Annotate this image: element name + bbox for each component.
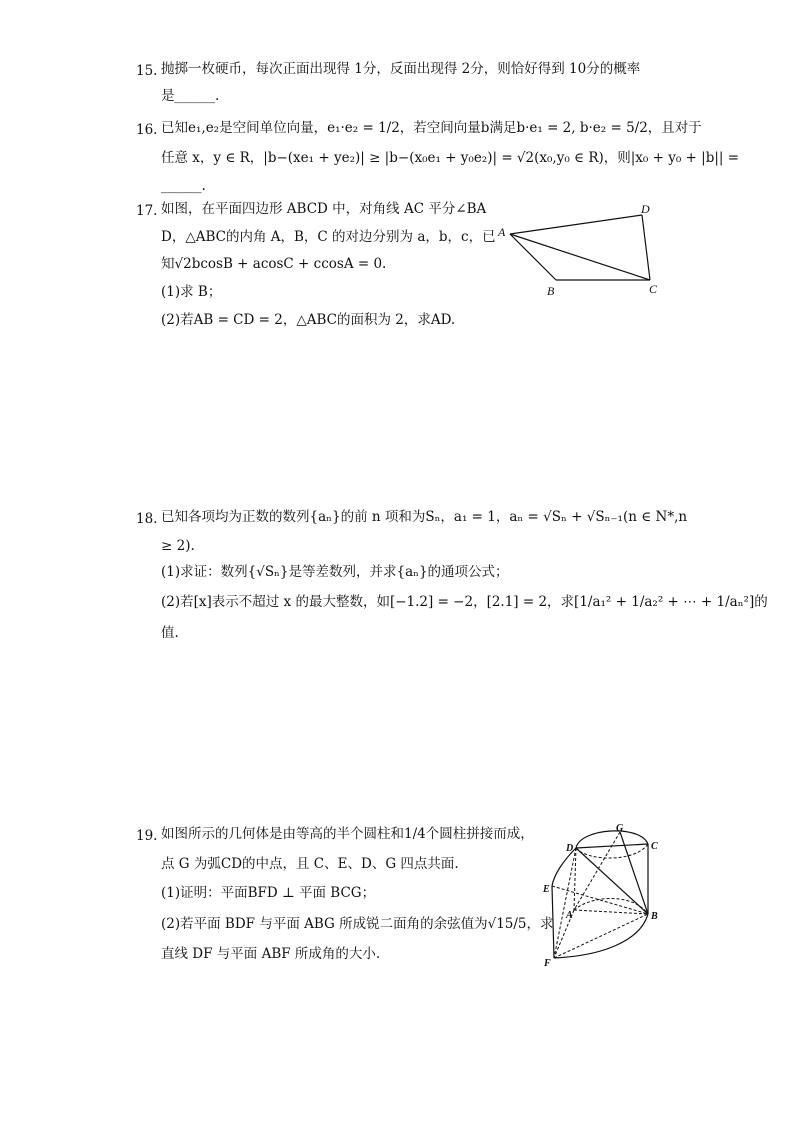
- q18-line-1: 已知各项均为正数的数列{aₙ}的前 n 项和为Sₙ，a₁ = 1，aₙ = √Sₙ + √Sₙ₋₁(n ∈ N*,n: [161, 509, 688, 525]
- label-D: D: [566, 843, 574, 854]
- dashed-DA: [574, 848, 576, 910]
- label-E: E: [543, 884, 550, 895]
- q15-line-2: 是______.: [161, 88, 220, 104]
- q16-line-3: ______.: [161, 178, 206, 194]
- q19-line-2: 点 G 为弧CD的中点，且 C、E、D、G 四点共面.: [161, 856, 459, 872]
- label-B: B: [547, 284, 555, 298]
- segment-AD: [510, 215, 642, 234]
- q15-line-1: 抛掷一枚硬币，每次正面出现得 1分，反面出现得 2分，则恰好得到 10分的概率: [161, 61, 641, 77]
- q19-line-1: 如图所示的几何体是由等高的半个圆柱和1/4个圆柱拼接而成，: [161, 826, 534, 842]
- q19-number: 19.: [136, 828, 158, 844]
- q18-line-3: (1)求证：数列{√Sₙ}是等差数列，并求{aₙ}的通项公式；: [161, 564, 509, 580]
- label-D: D: [641, 202, 650, 216]
- edge-EF: [552, 886, 554, 958]
- segment-AC: [510, 234, 650, 280]
- q19-line-5: 直线 DF 与平面 ABF 所成角的大小.: [161, 946, 381, 962]
- dashed-AB: [574, 910, 648, 914]
- segment-DC: [642, 215, 650, 280]
- segment-AB: [510, 234, 556, 280]
- q17-line-1: 如图，在平面四边形 ABCD 中，对角线 AC 平分∠BA: [161, 201, 487, 217]
- q16-number: 16.: [136, 122, 158, 138]
- label-C: C: [649, 282, 658, 296]
- label-C: C: [651, 841, 658, 852]
- q17-quadrilateral-figure: [492, 198, 668, 300]
- q18-line-2: ≥ 2).: [161, 538, 195, 554]
- q18-line-4: (2)若[x]表示不超过 x 的最大整数，如[−1.2] = −2，[2.1] = 2，求[1/a₁² + 1/a₂² + ⋯ + 1/aₙ²]的: [161, 594, 768, 610]
- q16-line-2: 任意 x，y ∈ R，|b−(xe₁ + ye₂)| ≥ |b−(x₀e₁ + y₀e₂)| = √2(x₀,y₀ ∈ R)，则|x₀ + y₀ + |b|| =: [161, 150, 740, 166]
- q19-line-3: (1)证明：平面BFD ⊥ 平面 BCG；: [161, 885, 376, 901]
- label-G: G: [616, 823, 624, 834]
- q17-line-4: (1)求 B；: [161, 284, 222, 300]
- q17-line-3: 知√2bcosB + acosC + ccosA = 0.: [161, 256, 387, 272]
- q18-number: 18.: [136, 511, 158, 527]
- q15-number: 15.: [136, 63, 158, 79]
- q19-solid-figure: [540, 822, 672, 970]
- q18-line-5: 值.: [161, 625, 179, 641]
- q19-line-4: (2)若平面 BDF 与平面 ABG 所成锐二面角的余弦值为√15/5，求: [161, 916, 554, 932]
- label-B: B: [651, 911, 658, 922]
- q17-number: 17.: [136, 203, 158, 219]
- label-A: A: [498, 225, 506, 239]
- q16-line-1: 已知e₁,e₂是空间单位向量，e₁·e₂ = 1/2，若空间向量b满足b·e₁ = 2, b·e₂ = 5/2，且对于: [161, 120, 702, 136]
- q17-line-5: (2)若AB = CD = 2，△ABC的面积为 2，求AD.: [161, 312, 456, 328]
- label-F: F: [544, 958, 551, 969]
- dashed-DF: [554, 848, 576, 958]
- label-A: A: [566, 910, 573, 921]
- q17-line-2: D，△ABC的内角 A，B，C 的对边分别为 a，b，c，已: [161, 229, 496, 245]
